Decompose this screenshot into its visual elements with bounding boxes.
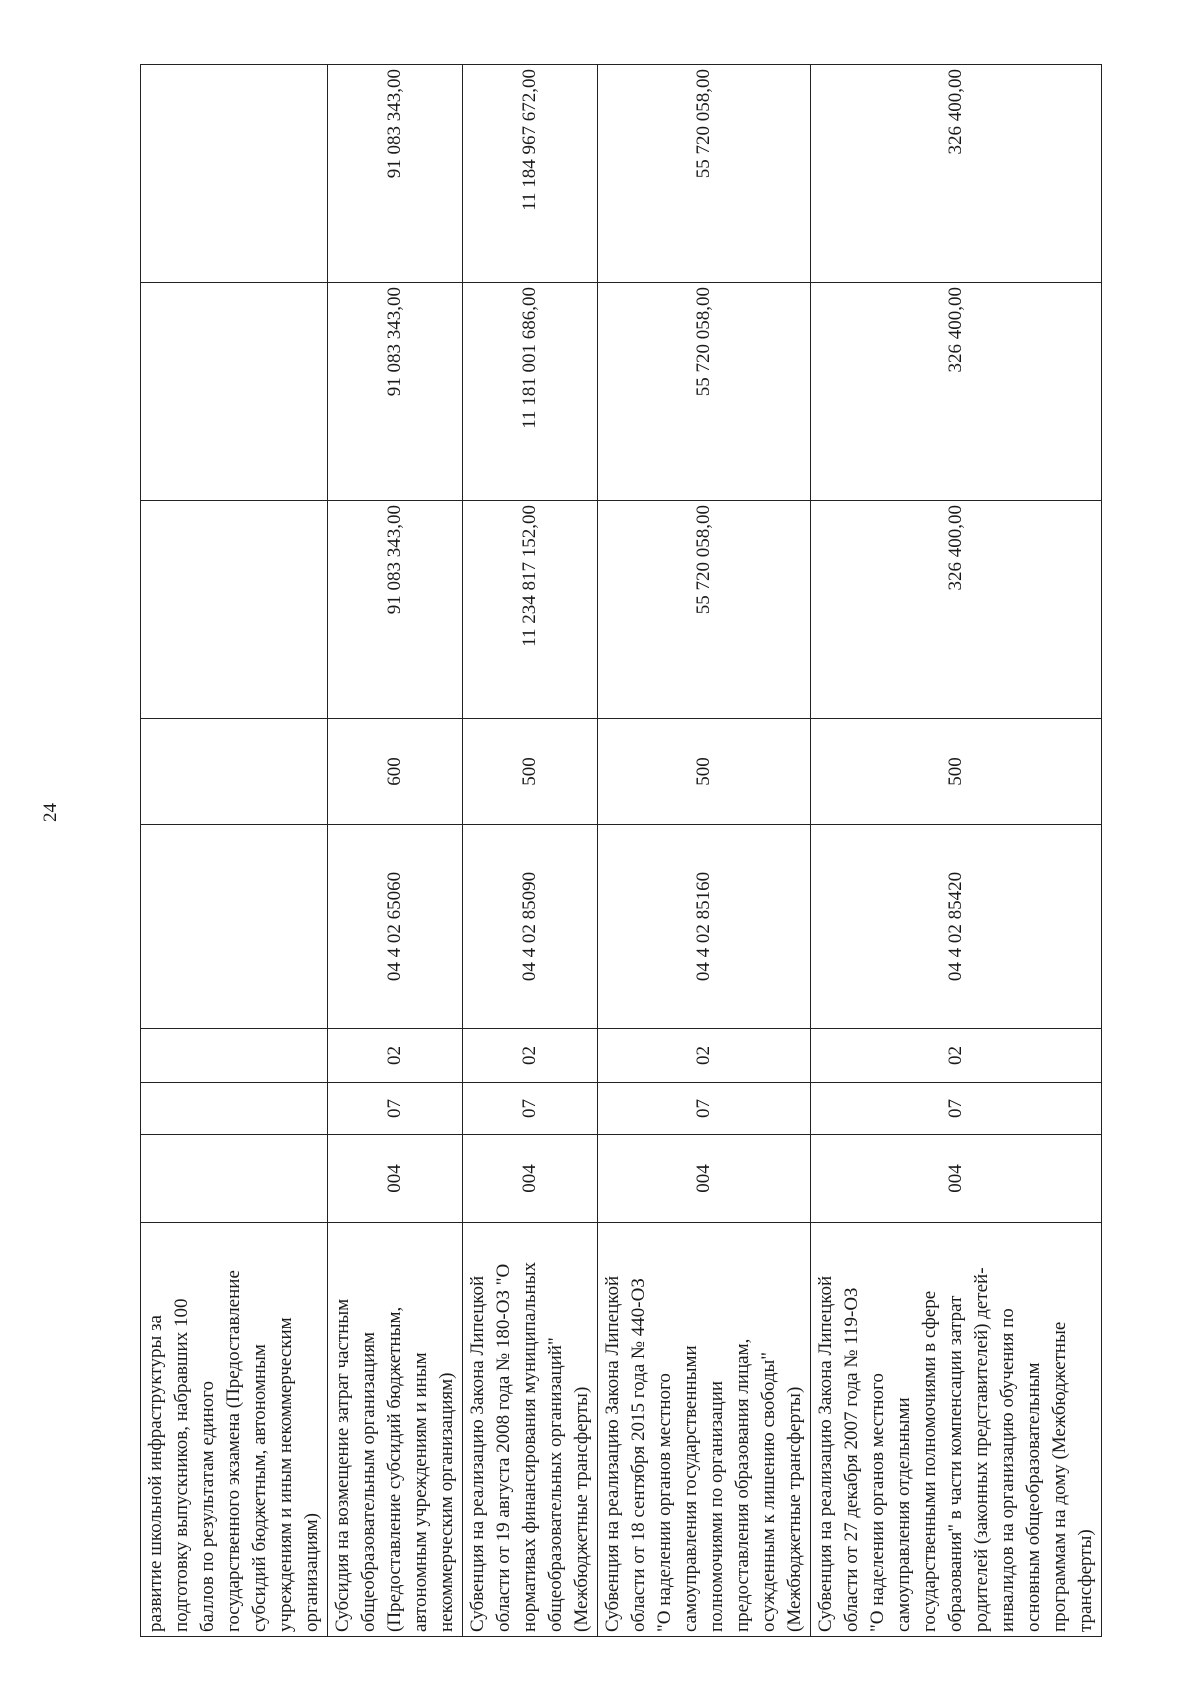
row-csr: 04 4 02 85160 xyxy=(598,825,811,1029)
row-grbs: 004 xyxy=(811,1135,1102,1223)
row-name: Субсидия на возмещение затрат частным общеобразовательным организациям (Предоставление субсидий бюджетным, автономным учреждениям и иным некоммерческим организациям) xyxy=(328,1223,463,1637)
row-vr: 500 xyxy=(463,719,598,825)
row-pr: 02 xyxy=(598,1029,811,1083)
row-vr: 500 xyxy=(811,719,1102,825)
row-pr: 02 xyxy=(811,1029,1102,1083)
row-grbs: 004 xyxy=(328,1135,463,1223)
row-sum-2: 11 181 001 686,00 xyxy=(463,283,598,501)
row-rz xyxy=(141,1083,328,1135)
row-vr xyxy=(141,719,328,825)
row-vr: 600 xyxy=(328,719,463,825)
row-rz: 07 xyxy=(598,1083,811,1135)
row-grbs xyxy=(141,1135,328,1223)
row-sum-2: 326 400,00 xyxy=(811,283,1102,501)
row-name: Субвенция на реализацию Закона Липецкой области от 18 сентября 2015 года № 440-ОЗ "О наделении органов местного самоуправления государственными полномочиями по организации предоставления образования лицам, осужденным к лишению свободы" (Межбюджетные трансферты) xyxy=(598,1223,811,1637)
row-sum-3: 91 083 343,00 xyxy=(328,65,463,283)
row-pr: 02 xyxy=(328,1029,463,1083)
table-row xyxy=(328,65,463,1637)
row-sum-1 xyxy=(141,501,328,719)
row-grbs: 004 xyxy=(463,1135,598,1223)
row-csr: 04 4 02 85090 xyxy=(463,825,598,1029)
row-vr: 500 xyxy=(598,719,811,825)
row-sum-1: 91 083 343,00 xyxy=(328,501,463,719)
row-csr: 04 4 02 65060 xyxy=(328,825,463,1029)
table-row xyxy=(598,65,811,1637)
row-sum-1: 326 400,00 xyxy=(811,501,1102,719)
budget-table-rotated xyxy=(140,65,1096,1637)
table-row xyxy=(811,65,1102,1637)
row-rz: 07 xyxy=(328,1083,463,1135)
row-sum-3: 55 720 058,00 xyxy=(598,65,811,283)
page-number: 24 xyxy=(40,803,61,822)
row-grbs: 004 xyxy=(598,1135,811,1223)
table-row xyxy=(463,65,598,1637)
row-sum-3 xyxy=(141,65,328,283)
row-rz: 07 xyxy=(811,1083,1102,1135)
row-sum-2: 55 720 058,00 xyxy=(598,283,811,501)
table-row xyxy=(141,65,328,1637)
row-sum-1: 55 720 058,00 xyxy=(598,501,811,719)
row-pr: 02 xyxy=(463,1029,598,1083)
budget-table xyxy=(140,64,1102,1637)
row-sum-1: 11 234 817 152,00 xyxy=(463,501,598,719)
row-sum-2 xyxy=(141,283,328,501)
row-csr: 04 4 02 85420 xyxy=(811,825,1102,1029)
row-sum-3: 326 400,00 xyxy=(811,65,1102,283)
row-name: развитие школьной инфраструктуры за подготовку выпускников, набравших 100 баллов по результатам единого государственного экзамена (Предоставление субсидий бюджетным, автономным учреждениям и иным некоммерческим организациям) xyxy=(141,1223,328,1637)
row-pr xyxy=(141,1029,328,1083)
row-csr xyxy=(141,825,328,1029)
row-rz: 07 xyxy=(463,1083,598,1135)
row-name: Субвенция на реализацию Закона Липецкой области от 19 августа 2008 года № 180-ОЗ "О нормативах финансирования муниципальных общеобразовательных организаций" (Межбюджетные трансферты) xyxy=(463,1223,598,1637)
row-sum-2: 91 083 343,00 xyxy=(328,283,463,501)
row-name: Субвенция на реализацию Закона Липецкой области от 27 декабря 2007 года № 119-ОЗ "О наделении органов местного самоуправления отдельными государственными полномочиями в сфере образования" в части компенсации затрат родителей (законных представителей) детей- инвалидов на организацию обучения по основным общеобразовательным программам на дому (Межбюджетные трансферты) xyxy=(811,1223,1102,1637)
row-sum-3: 11 184 967 672,00 xyxy=(463,65,598,283)
